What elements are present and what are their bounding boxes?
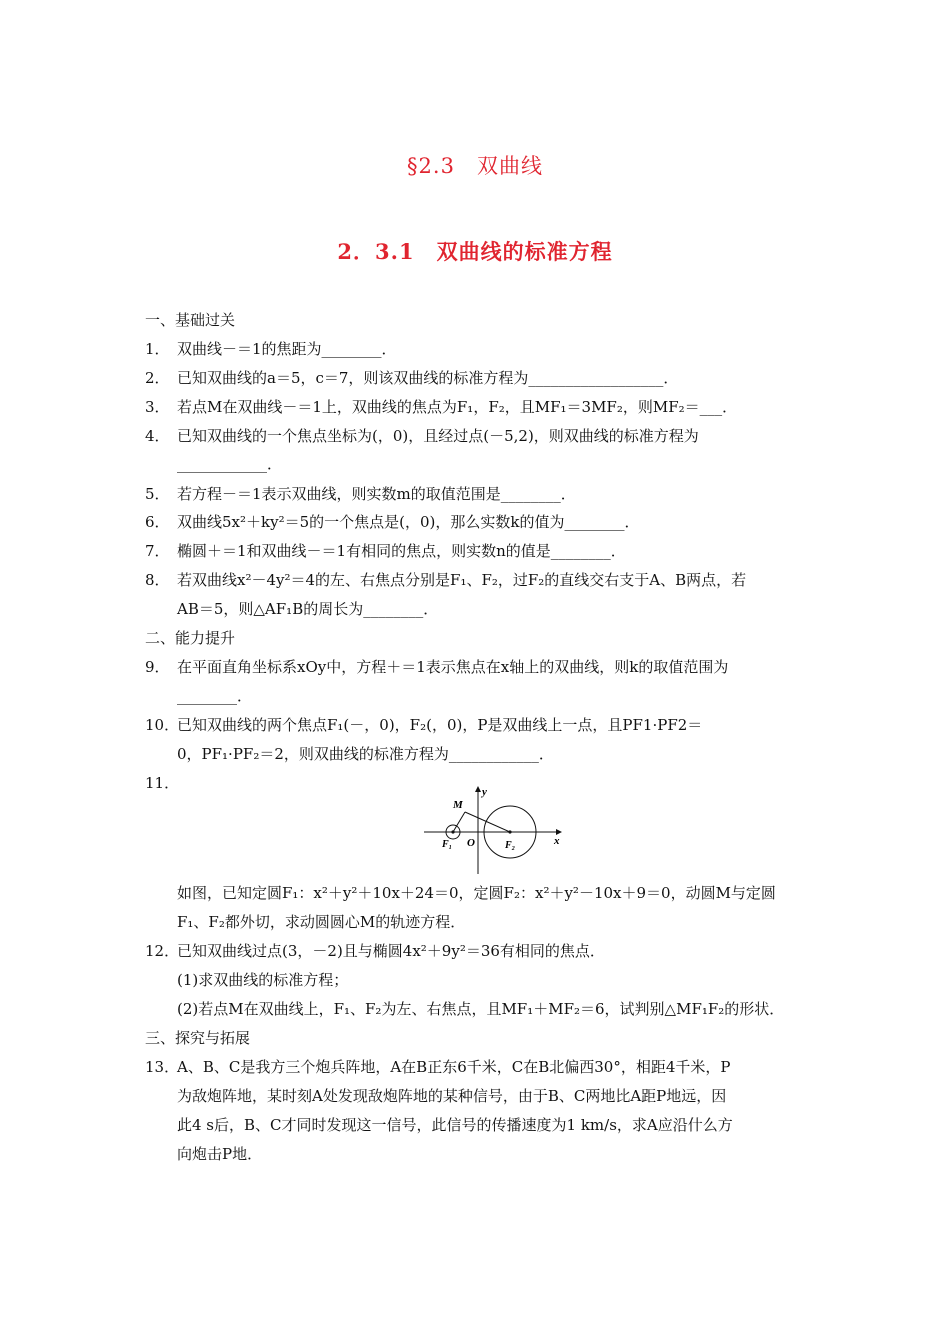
- problem-text: 双曲线－＝1的焦距为________．: [177, 340, 397, 358]
- problem-text: 已知双曲线过点(3，－2)且与椭圆4x²＋9y²＝36有相同的焦点．: [177, 942, 605, 960]
- figure-label-M: M: [453, 799, 463, 811]
- problem-text: AB＝5，则△AF₁B的周长为________．: [177, 600, 439, 618]
- problem-number: 4．: [145, 427, 170, 445]
- problem-text: A、B、C是我方三个炮兵阵地，A在B正东6千米，C在B北偏西30°，相距4千米，P: [177, 1058, 731, 1076]
- problem-text: 双曲线5x²＋ky²＝5的一个焦点是(，0)，那么实数k的值为________．: [177, 513, 640, 531]
- problem-text: ________．: [177, 687, 253, 705]
- problem-number: 7．: [145, 542, 170, 560]
- problem-number: 3．: [145, 398, 170, 416]
- problem-text: 为敌炮阵地，某时刻A处发现敌炮阵地的某种信号，由于B、C两地比A距P地远，因: [177, 1087, 727, 1105]
- problem-text: 如图，已知定圆F₁：x²＋y²＋10x＋24＝0，定圆F₂：x²＋y²－10x＋9＝0，动圆M与定圆: [177, 884, 776, 902]
- problem-text: 已知双曲线的a＝5，c＝7，则该双曲线的标准方程为__________________．: [177, 369, 679, 387]
- problem-number: 6．: [145, 513, 170, 531]
- heading-basic: 一、基础过关: [145, 311, 236, 329]
- problem-text: 0，PF₁·PF₂＝2，则双曲线的标准方程为____________．: [177, 745, 554, 763]
- geometry-figure: [420, 782, 570, 874]
- problem-number: 11．: [145, 774, 180, 792]
- problem-text: (2)若点M在双曲线上，F₁、F₂为左、右焦点，且MF₁＋MF₂＝6，试判别△MF₁F₂的形状．: [177, 1000, 785, 1018]
- problem-number: 1．: [145, 340, 170, 358]
- problem-number: 13．: [145, 1058, 180, 1076]
- figure-label-O: O: [467, 837, 475, 849]
- figure-label-F2: F₂: [505, 840, 516, 851]
- figure-label-F1: F₁: [442, 839, 453, 850]
- problem-text: 向炮击P地．: [177, 1145, 263, 1163]
- problem-text: 若点M在双曲线－＝1上，双曲线的焦点为F₁，F₂，且MF₁＝3MF₂，则MF₂＝___．: [177, 398, 738, 416]
- figure-label-x: x: [554, 835, 560, 847]
- problem-text: 若方程－＝1表示双曲线，则实数m的取值范围是________．: [177, 485, 576, 503]
- problem-text: 在平面直角坐标系xOy中，方程＋＝1表示焦点在x轴上的双曲线，则k的取值范围为: [177, 658, 729, 676]
- problem-number: 10．: [145, 716, 180, 734]
- section-title: 2．3.1 双曲线的标准方程: [337, 239, 613, 264]
- heading-explore: 三、探究与拓展: [145, 1029, 251, 1047]
- chapter-title: §2.3 双曲线: [407, 154, 543, 178]
- problem-number: 2．: [145, 369, 170, 387]
- problem-text: 已知双曲线的一个焦点坐标为(，0)，且经过点(－5,2)，则双曲线的标准方程为: [177, 427, 699, 445]
- problem-number: 9．: [145, 658, 170, 676]
- problem-number: 12．: [145, 942, 180, 960]
- problem-text: 已知双曲线的两个焦点F₁(－，0)，F₂(，0)，P是双曲线上一点，且PF1·PF2＝: [177, 716, 703, 734]
- problem-text: 椭圆＋＝1和双曲线－＝1有相同的焦点，则实数n的值是________．: [177, 542, 626, 560]
- problem-number: 5．: [145, 485, 170, 503]
- heading-ability: 二、能力提升: [145, 629, 236, 647]
- problem-text: (1)求双曲线的标准方程；: [177, 971, 349, 989]
- problem-text: F₁、F₂都外切，求动圆圆心M的轨迹方程．: [177, 913, 466, 931]
- figure-label-y: y: [482, 786, 487, 798]
- problem-number: 8．: [145, 571, 170, 589]
- problem-text: 此4 s后，B、C才同时发现这一信号，此信号的传播速度为1 km/s，求A应沿什么方: [177, 1116, 733, 1134]
- problem-text: 若双曲线x²－4y²＝4的左、右焦点分别是F₁、F₂，过F₂的直线交右支于A、B两点，若: [177, 571, 747, 589]
- problem-text: ____________．: [177, 455, 283, 473]
